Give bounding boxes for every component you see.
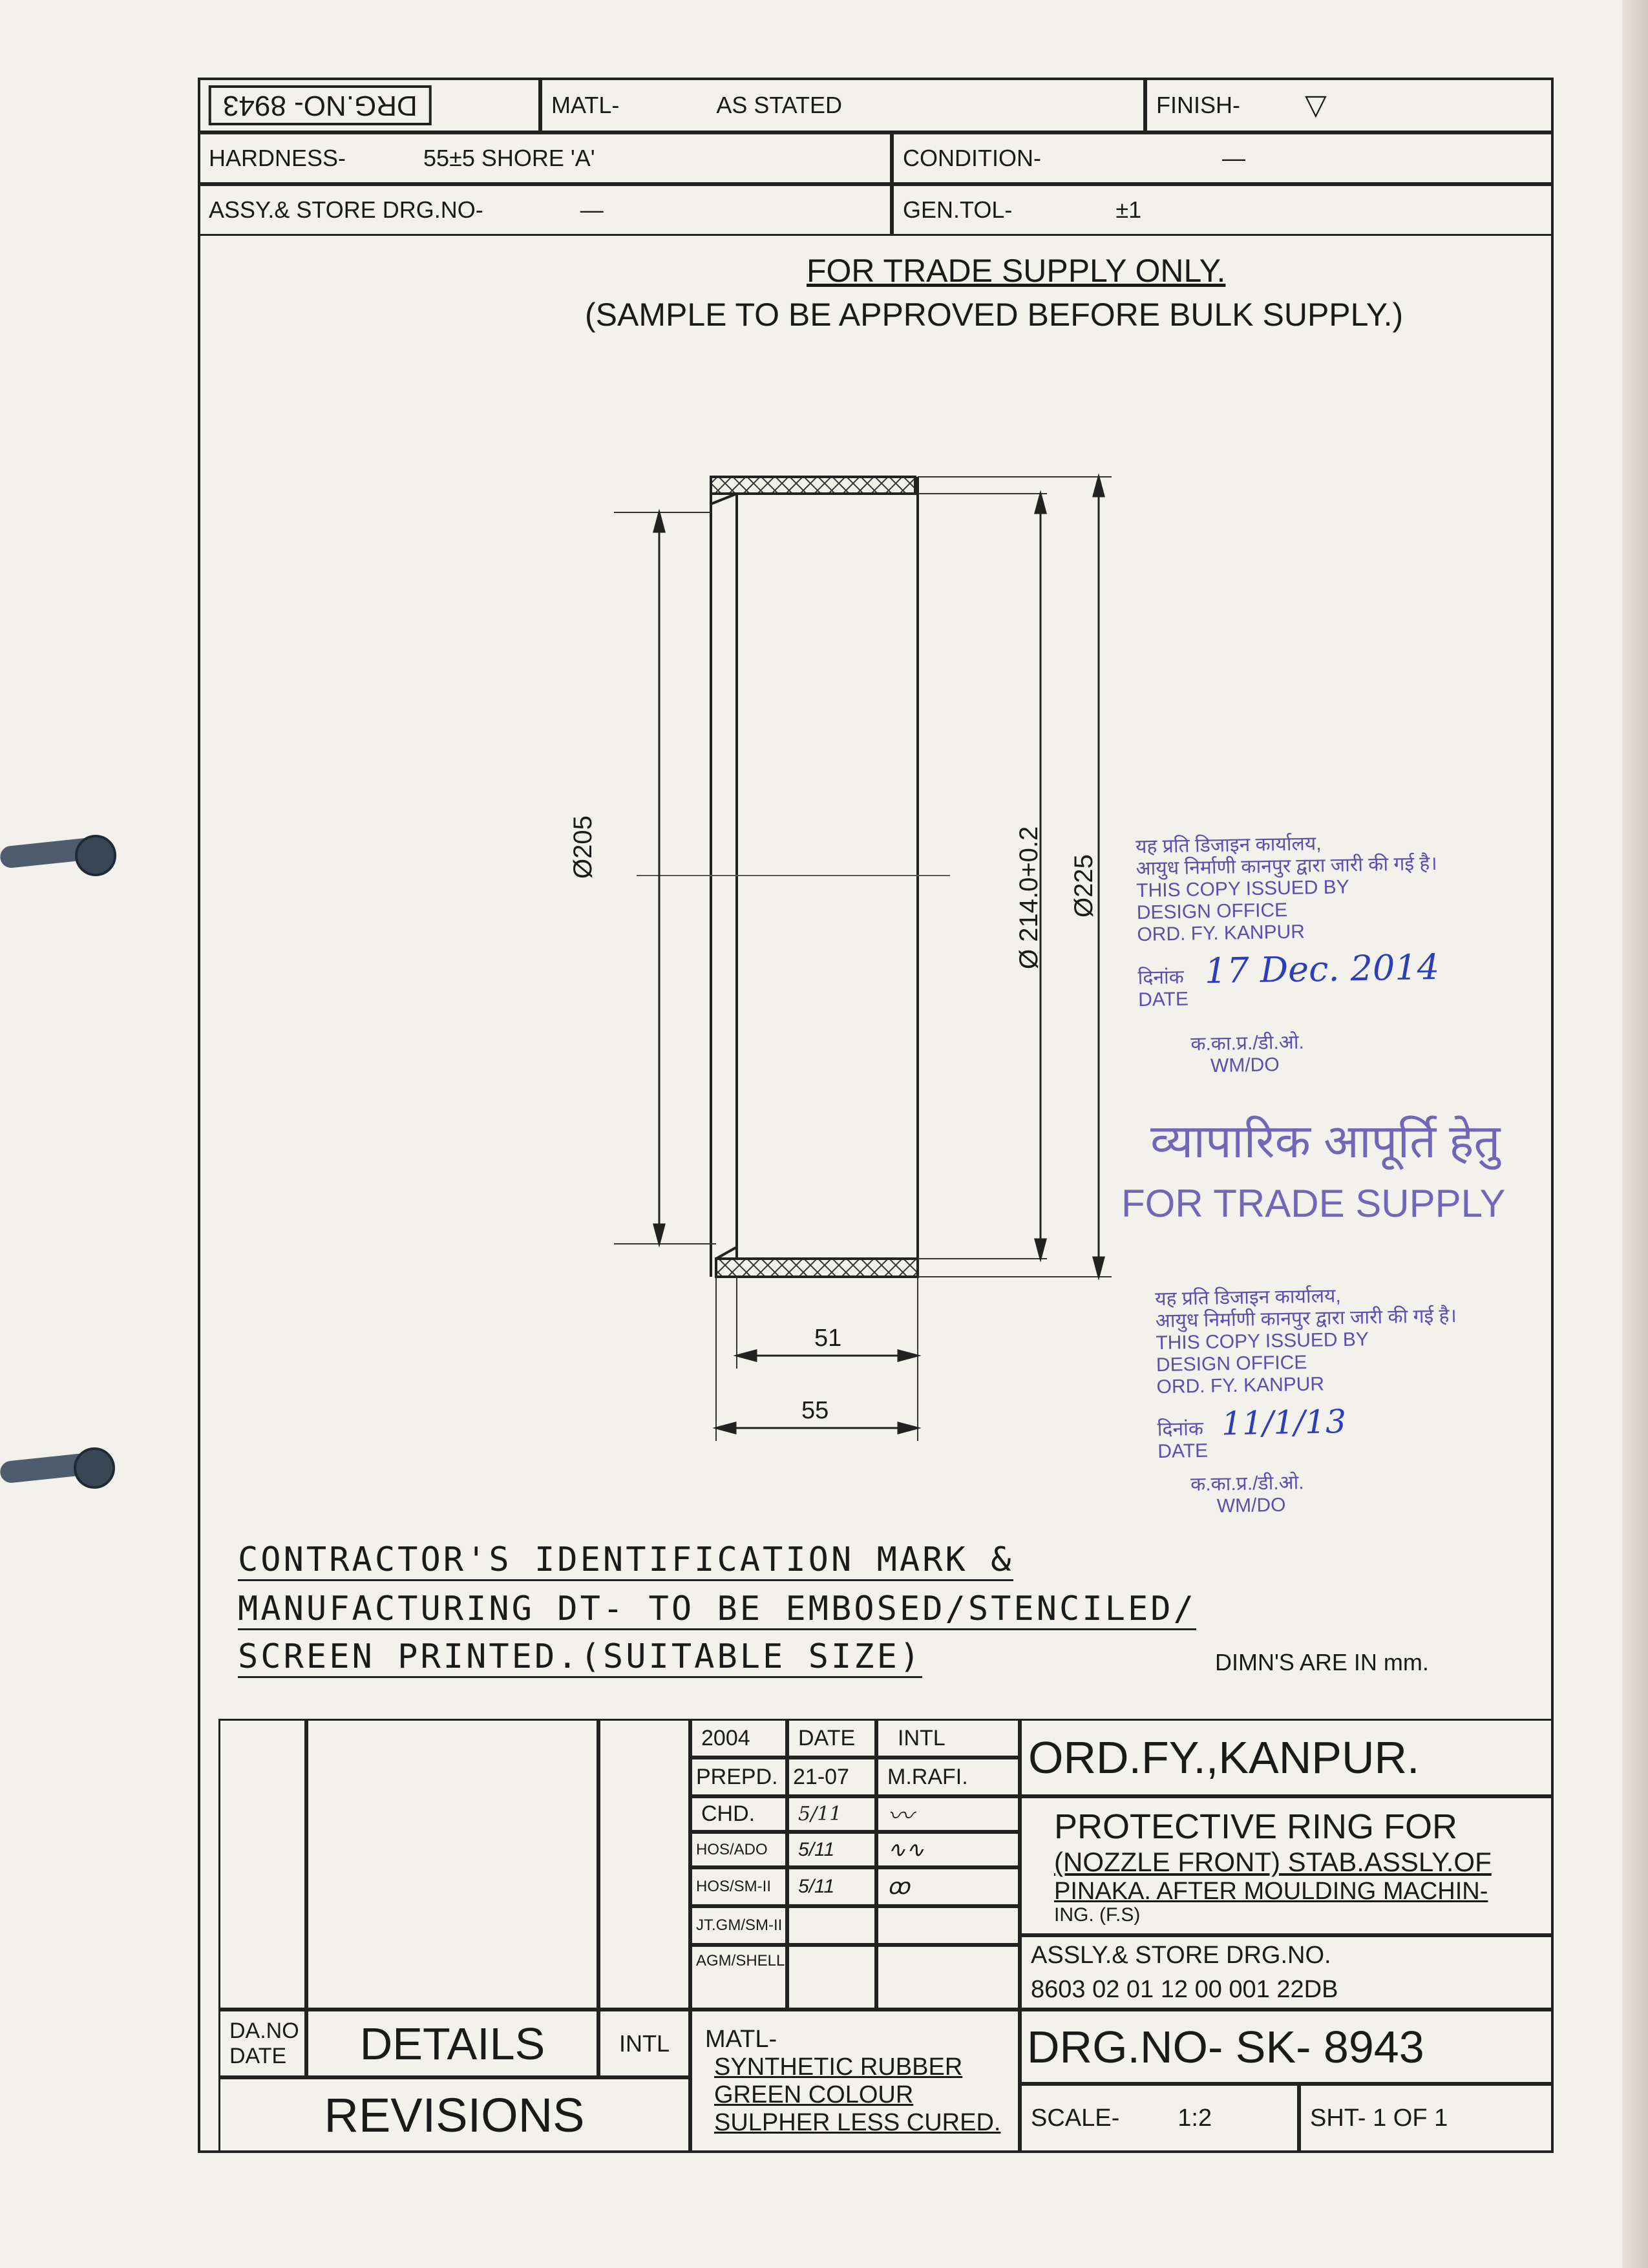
- matl-label: MATL-: [551, 91, 620, 118]
- stamp2-line2: DESIGN OFFICE: [1156, 1352, 1307, 1376]
- intl-cell: [598, 2010, 690, 2077]
- assy-store-number: 8603 02 01 12 00 001 22DB: [1031, 1975, 1338, 2003]
- details-label: DETAILS: [359, 2018, 545, 2069]
- prepd-intl: M.RAFI.: [887, 1764, 968, 1789]
- part-name-cell: [1020, 1796, 1554, 1935]
- stamp2-date-value: 11/1/13: [1221, 1402, 1347, 1443]
- matl-value: AS STATED: [716, 91, 843, 118]
- agm-label: AGM/SHELL: [696, 1952, 785, 1969]
- matl-line2: GREEN COLOUR: [714, 2081, 914, 2108]
- stamp2-line3: ORD. FY. KANPUR: [1156, 1373, 1325, 1398]
- stamp1-date-hindi: दिनांक: [1137, 966, 1185, 989]
- part-name-line1: PROTECTIVE RING FOR: [1054, 1807, 1458, 1846]
- stamp2-sign-label: WM/DO: [1216, 1494, 1286, 1517]
- assy-store-cell: [1020, 1935, 1554, 2010]
- matl-line3: SULPHER LESS CURED.: [714, 2109, 1001, 2136]
- trade-stamp-hindi: व्यापारिक आपूर्ति हेतु: [1150, 1116, 1501, 1168]
- revisions-cell: [218, 2077, 690, 2153]
- dim-outer-diameter: Ø225: [1070, 854, 1098, 918]
- agm-row-label: [690, 1945, 787, 2010]
- gentol-value: ±1: [1115, 196, 1142, 223]
- note-line2: MANUFACTURING DT- TO BE EMBOSED/STENCILED/: [238, 1590, 1196, 1630]
- scale-value: 1:2: [1178, 2105, 1212, 2132]
- jtgm-row-intl: [876, 1906, 1020, 1945]
- jtgm-row-date: [787, 1906, 876, 1945]
- prepd-row-intl: [876, 1758, 1020, 1796]
- stamp1-sign-label: WM/DO: [1210, 1054, 1280, 1077]
- rev-col-3: [598, 1719, 690, 2010]
- stamp1-line1: THIS COPY ISSUED BY: [1136, 876, 1350, 902]
- dim-width-outer: 55: [801, 1397, 829, 1424]
- chd-date: 5/11: [798, 1803, 842, 1825]
- hos-ado-date: 5/11: [798, 1838, 835, 1860]
- hos-sm-signature-icon: ꝏ: [887, 1874, 910, 1899]
- notice-line1: FOR TRADE SUPPLY ONLY.: [807, 253, 1226, 289]
- stamp1-date-value: 17 Dec. 2014: [1204, 946, 1440, 992]
- dimns-note: DIMN'S ARE IN mm.: [1215, 1649, 1429, 1675]
- hos-ado-row-label: [690, 1832, 787, 1867]
- stamp1-sign-hindi: क.का.प्र./डी.ओ.: [1190, 1031, 1305, 1055]
- stamp1-hindi1: यह प्रति डिजाइन कार्यालय,: [1135, 833, 1322, 858]
- condition-value: —: [1221, 145, 1245, 171]
- drg-no-cell: [1020, 2010, 1554, 2084]
- notice-line2: (SAMPLE TO BE APPROVED BEFORE BULK SUPPLY.): [585, 297, 1404, 333]
- factory-cell: [1020, 1719, 1554, 1796]
- part-name-line2: (NOZZLE FRONT) STAB.ASSLY.OF: [1054, 1847, 1492, 1877]
- hos-sm-date: 5/11: [798, 1876, 835, 1897]
- agm-row-intl: [876, 1945, 1020, 2010]
- part-name-line4: ING. (F.S): [1054, 1904, 1141, 1926]
- chd-label: CHD.: [701, 1801, 755, 1826]
- dim-mid-diameter: Ø 214.0+0.2: [1015, 826, 1043, 969]
- gentol-label: GEN.TOL-: [903, 196, 1013, 223]
- date-label: DATE: [229, 2043, 287, 2068]
- hos-sm-label: HOS/SM-II: [696, 1878, 772, 1895]
- stamp2-hindi2: आयुध निर्माणी कानपुर द्वारा जारी की गई है।: [1155, 1305, 1457, 1332]
- assy-value: —: [580, 196, 604, 223]
- part-name-line3: PINAKA. AFTER MOULDING MACHIN-: [1054, 1878, 1488, 1905]
- date-head-text: DATE: [798, 1725, 856, 1750]
- stamp2-hindi1: यह प्रति डिजाइन कार्यालय,: [1154, 1285, 1342, 1310]
- rev-col-2: [306, 1719, 598, 2010]
- hardness-value: 55±5 SHORE 'A': [423, 145, 595, 171]
- approval-date-head: [787, 1719, 876, 1758]
- intl-head-text: INTL: [898, 1725, 945, 1750]
- issue-stamp-1: [1136, 831, 1441, 1078]
- matl-cell: [690, 2010, 1020, 2153]
- trade-stamp-english: FOR TRADE SUPPLY: [1121, 1182, 1506, 1225]
- rev-col-1: [218, 1719, 306, 2010]
- hos-ado-signature-icon: ∿∿: [887, 1837, 924, 1862]
- da-no-cell: [218, 2010, 306, 2077]
- issue-stamp-2: [1155, 1283, 1460, 1518]
- revisions-label: REVISIONS: [324, 2088, 585, 2142]
- approval-intl-head: [876, 1719, 1020, 1758]
- hos-sm-row-intl: [876, 1867, 1020, 1906]
- stamp1-line3: ORD. FY. KANPUR: [1137, 921, 1305, 946]
- stamp2-date-label: DATE: [1157, 1440, 1209, 1463]
- stamp2-line1: THIS COPY ISSUED BY: [1156, 1328, 1369, 1354]
- ring-bottom-section: [716, 1259, 918, 1277]
- ring-body: [711, 477, 918, 1277]
- hos-sm-row-date: [787, 1867, 876, 1906]
- note-line3: SCREEN PRINTED.(SUITABLE SIZE): [238, 1637, 922, 1678]
- drg-no: DRG.NO- SK- 8943: [1027, 2021, 1424, 2072]
- hos-sm-row-label: [690, 1867, 787, 1906]
- finish-symbol: ▽: [1305, 89, 1327, 121]
- scale-cell: [1020, 2084, 1299, 2153]
- drg-no-mirrored: DRG.NO- 8943: [209, 85, 432, 125]
- intl-label: INTL: [618, 2030, 670, 2057]
- prepd-row-label: [690, 1758, 787, 1796]
- condition-label: CONDITION-: [903, 145, 1041, 171]
- matl-line1: SYNTHETIC RUBBER: [714, 2053, 963, 2081]
- stamp1-date-label: DATE: [1137, 988, 1189, 1011]
- jtgm-label: JT.GM/SM-II: [696, 1916, 783, 1934]
- sheet-number: SHT- 1 OF 1: [1310, 2105, 1448, 2132]
- finish-label: FINISH-: [1156, 91, 1240, 118]
- agm-row-date: [787, 1945, 876, 2010]
- stamp2-sign-hindi: क.का.प्र./डी.ओ.: [1190, 1472, 1304, 1496]
- hos-ado-row-intl: [876, 1832, 1020, 1867]
- chd-row-label: [690, 1796, 787, 1832]
- stamp1-hindi2: आयुध निर्माणी कानपुर द्वारा जारी की गई है।: [1136, 852, 1437, 880]
- sheet-cell: [1299, 2084, 1554, 2153]
- da-no-label: DA.NO: [229, 2018, 299, 2043]
- dim-inner-diameter: Ø205: [569, 815, 597, 879]
- approval-year: [690, 1719, 787, 1758]
- chd-row-date: [787, 1796, 876, 1832]
- hos-ado-label: HOS/ADO: [696, 1840, 768, 1858]
- stamp2-date-hindi: दिनांक: [1157, 1418, 1204, 1441]
- matl-block-label: MATL-: [705, 2026, 777, 2053]
- assy-label: ASSY.& STORE DRG.NO-: [209, 196, 483, 223]
- assy-store-label: ASSLY.& STORE DRG.NO.: [1031, 1941, 1331, 1969]
- scale-label: SCALE-: [1031, 2105, 1120, 2132]
- chd-signature-icon: 〰: [887, 1801, 913, 1831]
- prepd-date: 21-07: [793, 1764, 849, 1789]
- jtgm-row-label: [690, 1906, 787, 1945]
- dim-width-inner: 51: [814, 1325, 842, 1352]
- factory-name: ORD.FY.,KANPUR.: [1028, 1732, 1420, 1783]
- note-line1: CONTRACTOR'S IDENTIFICATION MARK &: [238, 1540, 1013, 1581]
- details-cell: [306, 2010, 598, 2077]
- ring-top-section: [711, 477, 915, 494]
- prepd-row-date: [787, 1758, 876, 1796]
- hos-ado-row-date: [787, 1832, 876, 1867]
- year-text: 2004: [701, 1725, 750, 1750]
- prepd-label: PREPD.: [696, 1764, 778, 1789]
- stamp1-line2: DESIGN OFFICE: [1136, 899, 1288, 924]
- hardness-label: HARDNESS-: [209, 145, 346, 171]
- chd-row-intl: [876, 1796, 1020, 1832]
